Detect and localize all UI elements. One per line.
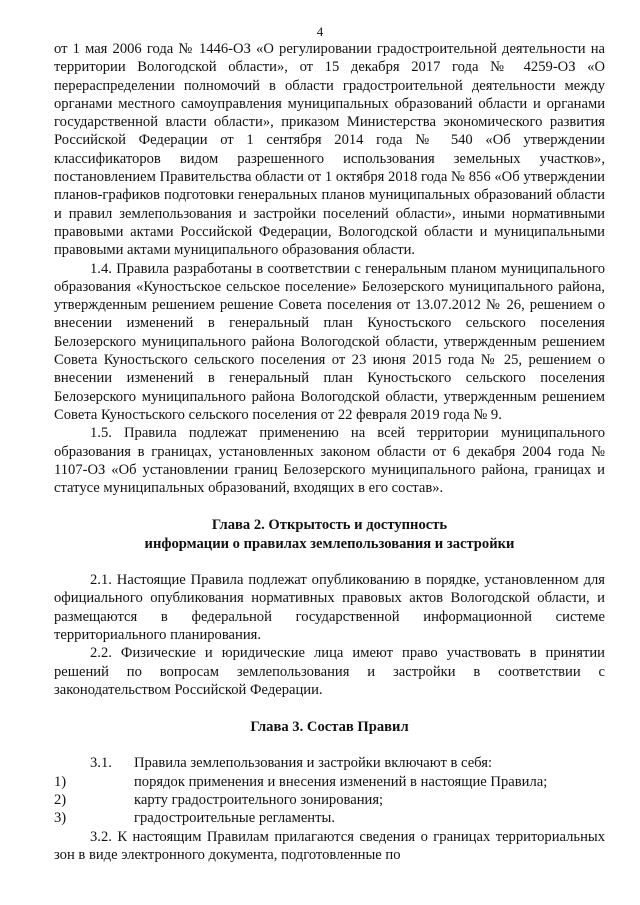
paragraph-3-1: [54, 754, 605, 772]
paragraph-1-4: 1.4. Правила разработаны в соответствии с генеральным планом муниципального образования «Куностьское сельское поселение» Белозерского муниципального района, утвержденным решением решение Совета поселения от 13.07.2012 № 26, решением о внесении изменений в генеральный план Куностьского сельского поселения Белозерского муниципального района Вологодской области, утвержденным решением Совета Куностьского сельского поселения от 23 июня 2015 года № 25, решением о внесении изменений в генеральный план Куностьского сельского поселения Белозерского муниципального района Вологодской области, утвержденным решением Совета Куностьского сельского поселения от 22 февраля 2019 года № 9.: [54, 260, 605, 423]
chapter-2-title-line-2: информации о правилах землепользования и застройки: [144, 535, 515, 552]
list-item-number: 2): [54, 791, 67, 808]
page-number: 4: [316, 24, 324, 39]
list-item-text: карту градостроительного зонирования;: [134, 791, 384, 808]
paragraph-3-1-text: Правила землепользования и застройки включают в себя:: [134, 755, 492, 772]
paragraph-1-5: 1.5. Правила подлежат применению на всей территории муниципального образования в границах, установленных законом области от 6 декабря 2004 года № 1107-ОЗ «Об установлении границ Белозерского муниципального района, границах и статусе муниципальных образований, входящих в его состав».: [54, 425, 605, 497]
chapter-2-heading: [54, 516, 605, 553]
chapter-3-heading: [54, 718, 605, 736]
list-item-number: 3): [54, 810, 67, 827]
paragraph-3-2: 3.2. К настоящим Правилам прилагаются сведения о границах территориальных зон в виде электронного документа, подготовленные по: [54, 828, 605, 863]
list-item-text: градостроительные регламенты.: [134, 810, 335, 827]
list-item-text: порядок применения и внесения изменений в настоящие Правила;: [134, 773, 548, 790]
paragraph-3-1-number: 3.1.: [90, 755, 112, 772]
paragraph-legal-basis-continued: от 1 мая 2006 года № 1446-ОЗ «О регулировании градостроительной деятельности на территории Вологодской области», от 15 декабря 2017 года № 4259-ОЗ «О перераспределении полномочий в области градостроительной деятельности между органами местного самоуправления муниципальных образований области и органами государственной власти области», приказом Министерства экономического развития Российской Федерации от 1 сентября 2014 года № 540 «Об утверждении классификаторов видом разрешенного использования земельных участков», постановлением Правительства области от 1 октября 2018 года № 856 «Об утверждении планов-графиков подготовки генеральных планов муниципальных образований области и правил землепользования и застройки поселений области», иными нормативными правовыми актами Российской Федерации, Вологодской области и муниципальными правовыми актами муниципального образования области.: [54, 41, 605, 259]
chapter-3-title: Глава 3. Состав Правил: [250, 719, 409, 736]
list-item-number: 1): [54, 773, 67, 790]
chapter-2-title-line-1: Глава 2. Открытость и доступность: [211, 517, 448, 534]
list-item: [54, 809, 605, 827]
list-item: [54, 791, 605, 809]
paragraph-2-1: 2.1. Настоящие Правила подлежат опубликованию в порядке, установленном для официального опубликования нормативных правовых актов Вологодской области, и размещаются в федеральной государственной информационной системе территориального планирования.: [54, 572, 605, 643]
paragraph-2-2: 2.2. Физические и юридические лица имеют право участвовать в принятии решений по вопросам землепользования и застройки в соответствии с законодательством Российской Федерации.: [54, 645, 605, 698]
document-body: [54, 40, 605, 864]
list-item: [54, 773, 605, 791]
